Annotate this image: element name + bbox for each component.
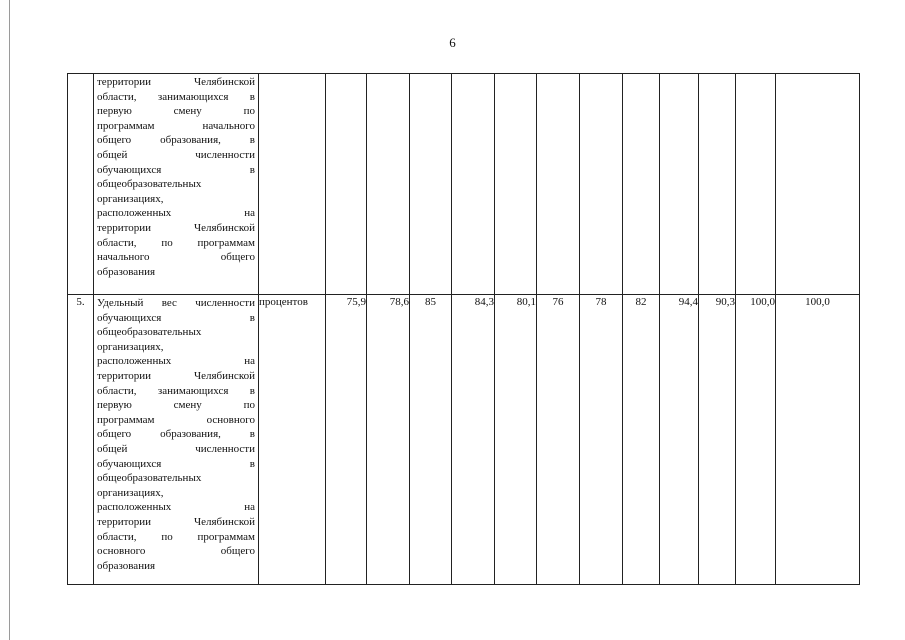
value-cell bbox=[410, 74, 452, 295]
description-line: образования bbox=[97, 265, 156, 278]
description-line: организациях, bbox=[97, 192, 164, 205]
description-line: территории Челябинской bbox=[97, 515, 255, 528]
value-cell bbox=[699, 74, 736, 295]
value-cell bbox=[537, 74, 580, 295]
description-line: начального общего bbox=[97, 251, 255, 264]
description-line: территории Челябинской bbox=[97, 369, 255, 382]
description-line: программам начального bbox=[97, 119, 255, 132]
description-line: области, по программам bbox=[97, 236, 255, 249]
description-line: общей численности bbox=[97, 148, 255, 161]
description-line: первую смену по bbox=[97, 105, 255, 118]
value-cell: 75,9 bbox=[326, 295, 367, 585]
value-cell bbox=[495, 74, 537, 295]
unit-cell bbox=[259, 74, 326, 295]
value-cell: 76 bbox=[537, 295, 580, 585]
page-number: 6 bbox=[449, 35, 456, 50]
description-line: территории Челябинской bbox=[97, 76, 255, 88]
description-cell bbox=[94, 295, 259, 585]
value-cell: 85 bbox=[410, 295, 452, 585]
value-cell: 84,3 bbox=[452, 295, 495, 585]
table-row bbox=[68, 74, 860, 295]
description-line: обучающихся в bbox=[97, 163, 255, 176]
description-line: общего образования, в bbox=[97, 134, 255, 147]
value-cell bbox=[776, 74, 860, 295]
description-line: общеобразовательных bbox=[97, 472, 202, 485]
description-line: первую смену по bbox=[97, 399, 255, 412]
description-line: программам основного bbox=[97, 413, 255, 426]
description-line: расположенных на bbox=[97, 355, 255, 368]
description-text bbox=[94, 295, 258, 573]
scan-left-edge bbox=[9, 0, 10, 640]
description-line: территории Челябинской bbox=[97, 221, 255, 234]
value-cell bbox=[580, 74, 623, 295]
description-line: общего образования, в bbox=[97, 428, 255, 441]
value-cell: 78,6 bbox=[367, 295, 410, 585]
description-cell bbox=[94, 74, 259, 295]
description-line: Удельный вес численности bbox=[97, 297, 255, 309]
value-cell bbox=[623, 74, 660, 295]
value-cell: 82 bbox=[623, 295, 660, 585]
value-cell: 78 bbox=[580, 295, 623, 585]
value-cell: 80,1 bbox=[495, 295, 537, 585]
value-cell bbox=[367, 74, 410, 295]
description-line: расположенных на bbox=[97, 501, 255, 514]
description-line: расположенных на bbox=[97, 207, 255, 220]
row-number-cell: 5. bbox=[68, 295, 94, 585]
value-cell: 100,0 bbox=[736, 295, 776, 585]
value-cell: 94,4 bbox=[660, 295, 699, 585]
value-cell bbox=[326, 74, 367, 295]
unit-cell: процентов bbox=[259, 295, 326, 585]
value-cell bbox=[452, 74, 495, 295]
description-line: организациях, bbox=[97, 486, 164, 499]
description-line: обучающихся в bbox=[97, 457, 255, 470]
value-cell: 90,3 bbox=[699, 295, 736, 585]
value-cell bbox=[736, 74, 776, 295]
description-line: области, по программам bbox=[97, 530, 255, 543]
description-line: области, занимающихся в bbox=[97, 384, 255, 397]
table-row bbox=[68, 295, 860, 585]
row-number-cell bbox=[68, 74, 94, 295]
description-line: основного общего bbox=[97, 545, 255, 558]
description-line: организациях, bbox=[97, 340, 164, 353]
value-cell: 100,0 bbox=[776, 295, 860, 585]
description-line: образования bbox=[97, 559, 156, 572]
description-line: области, занимающихся в bbox=[97, 90, 255, 103]
description-line: общей численности bbox=[97, 442, 255, 455]
description-line: обучающихся в bbox=[97, 311, 255, 324]
value-cell bbox=[660, 74, 699, 295]
description-line: общеобразовательных bbox=[97, 326, 202, 339]
description-text bbox=[94, 74, 258, 279]
indicator-table bbox=[67, 73, 860, 585]
description-line: общеобразовательных bbox=[97, 178, 202, 191]
